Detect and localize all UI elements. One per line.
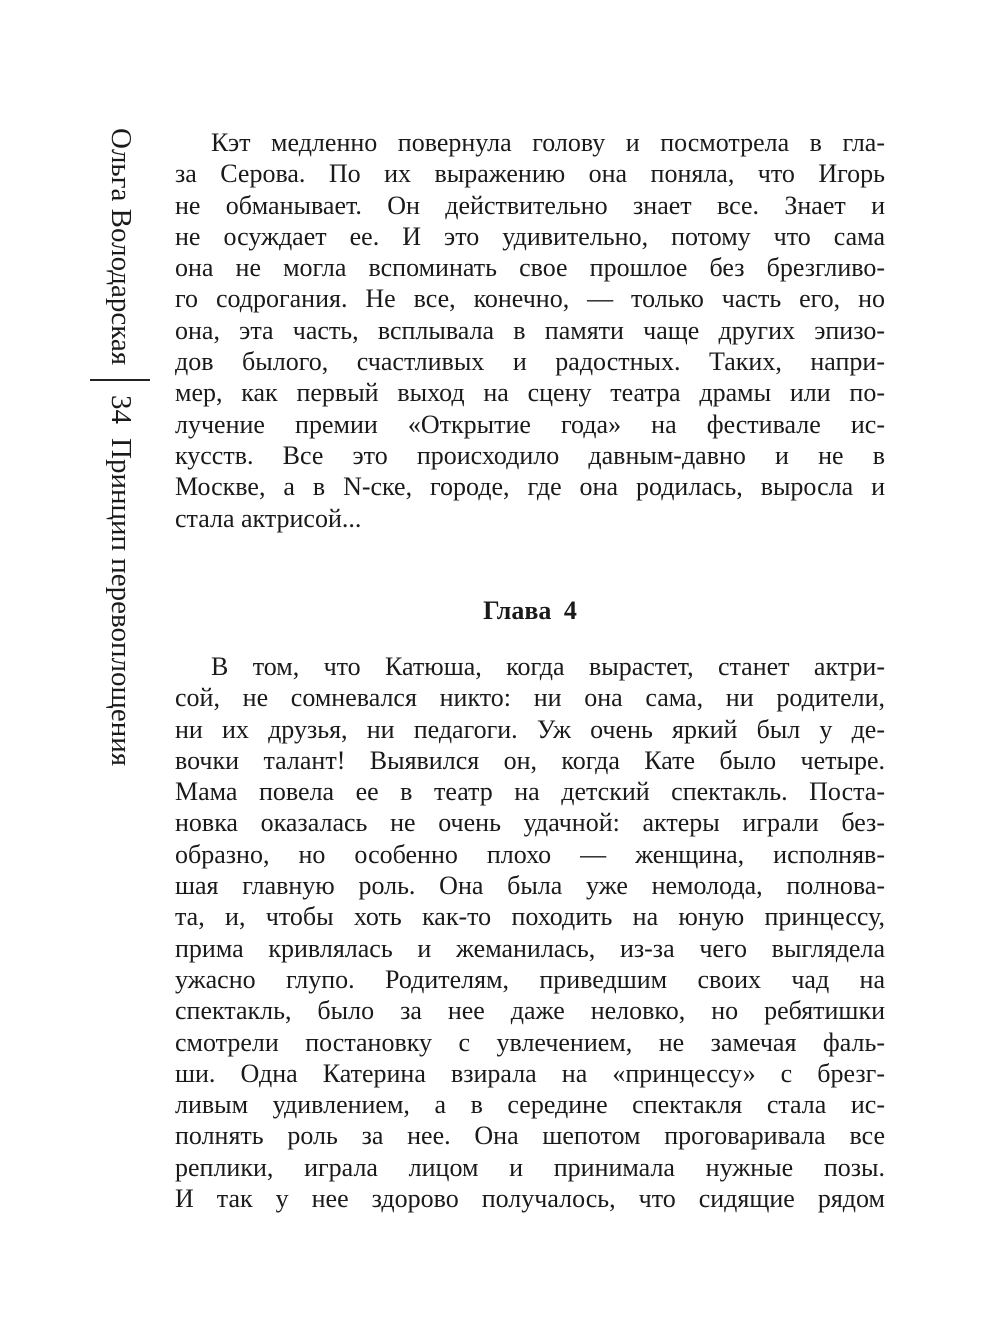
text-line: Мама повела ее в театр на детский спектакль. Поста- — [175, 777, 885, 807]
running-head-divider — [90, 379, 150, 381]
text-line: кусств. Все это происходило давным-давно и не в — [175, 440, 885, 470]
text-line: мер, как первый выход на сцену театра драмы или по- — [175, 378, 885, 408]
text-line: Кэт медленно повернула голову и посмотрела в гла- — [211, 128, 885, 157]
text-line: И так у нее здорово получалось, что сидящие рядом — [175, 1184, 885, 1214]
text-line: она, эта часть, всплывала в памяти чаще других эпизо- — [175, 315, 885, 345]
page-number: 34 — [104, 395, 137, 425]
text-line: В том, что Катюша, когда вырастет, станет актри- — [211, 652, 885, 681]
text-line: за Серова. По их выражению она поняла, что Игорь — [175, 159, 885, 189]
text-line: ливым удивлением, а в середине спектакля стала ис- — [175, 1090, 885, 1120]
text-line: прима кривлялась и жеманилась, из-за чего выглядела — [175, 933, 885, 963]
chapter-title: Глава 4 — [483, 596, 577, 625]
text-line: новка оказалась не очень удачной: актеры играли без- — [175, 808, 885, 838]
text-line: ни их друзья, ни педагоги. Уж очень яркий был у де- — [175, 714, 885, 744]
text-line: ужасно глупо. Родителям, приведшим своих чад на — [175, 964, 885, 994]
text-line: смотрели постановку с увлечением, не замечая фаль- — [175, 1027, 885, 1057]
text-line: образно, но особенно плохо — женщина, исполняв- — [175, 839, 885, 869]
paragraph-2 — [175, 651, 885, 1214]
text-line: полнять роль за нее. Она шепотом проговаривала все — [175, 1121, 885, 1151]
text-line: дов былого, счастливых и радостных. Таких, напри- — [175, 347, 885, 377]
text-line: не осуждает ее. И это удивительно, потому что сама — [175, 221, 885, 251]
running-head-author: Ольга Володарская — [104, 128, 137, 366]
running-head-book-title: Принцип перевоплощения — [104, 438, 137, 767]
paragraph-1 — [175, 127, 885, 534]
text-line: Москве, а в N-ске, городе, где она родилась, выросла и — [175, 472, 885, 502]
text-line: она не могла вспоминать свое прошлое без брезгливо- — [175, 253, 885, 283]
text-line: спектакль, было за нее даже неловко, но ребятишки — [175, 996, 885, 1026]
text-line: не обманывает. Он действительно знает все. Знает и — [175, 190, 885, 220]
text-line: сой, не сомневался никто: ни она сама, ни родители, — [175, 683, 885, 713]
text-line: ши. Одна Катерина взирала на «принцессу» с брезг- — [175, 1058, 885, 1088]
text-line: го содрогания. Не все, конечно, — только часть его, но — [175, 284, 885, 314]
text-line: та, и, чтобы хоть как-то походить на юную принцессу, — [175, 902, 885, 932]
text-line: шая главную роль. Она была уже немолода, полнова- — [175, 871, 885, 901]
text-line: стала актрисой... — [175, 503, 362, 533]
text-line: вочки талант! Выявился он, когда Кате было четыре. — [175, 745, 885, 775]
text-line: лучение премии «Открытие года» на фестивале ис- — [175, 409, 885, 439]
text-line: реплики, играла лицом и принимала нужные позы. — [175, 1152, 885, 1182]
running-head — [92, 128, 148, 888]
